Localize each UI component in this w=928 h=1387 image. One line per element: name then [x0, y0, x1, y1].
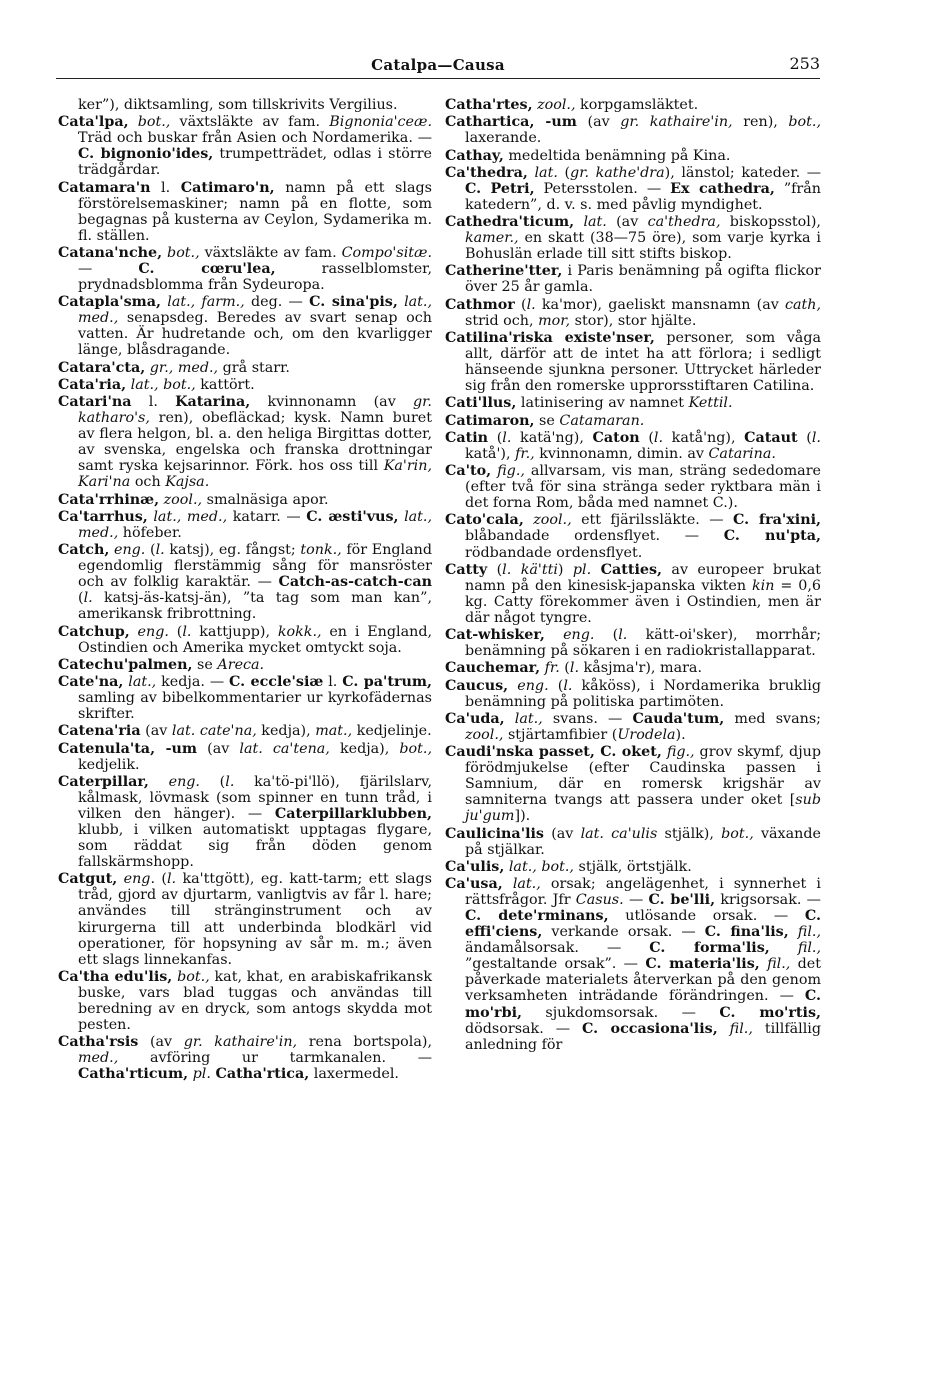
right-column — [445, 97, 821, 1054]
dictionary-entry: Catchup, eng. (l. kattjupp), kokk., en i England, Ostindien och Amerika mycket omtyckt soja. — [58, 623, 433, 656]
dictionary-entry: Cato'cala, zool., ett fjärilssläkte. — C. fra'xini, blåbandade ordensflyet. — C. nu'pta, rödbandade ordensflyet. — [445, 512, 821, 561]
dictionary-entry: Catch, eng. (l. katsj), eg. fångst; tonk., för England egendomlig flerstämmig sång för mansröster och av folklig karaktär. — Catch-as-catch-can (l. katsj-äs-katsj-än), ”ta tag som man kan”, amerikansk fribrottning. — [58, 542, 433, 623]
dictionary-entry: Cauchemar, fr. (l. kåsjma'r), mara. — [445, 660, 702, 677]
dictionary-entry: Catha'rtes, zool., korpgamsläktet. — [445, 97, 699, 113]
dictionary-entry: Ca'ulis, lat., bot., stjälk, örtstjälk. — [445, 858, 692, 875]
dictionary-entry: Cata'lpa, bot., växtsläkte av fam. Bignonia'ceæ. Träd och buskar från Asien och Nordamerika. — C. bignonio'ides, trumpetträdet, odlas i större trädgårdar. — [58, 114, 432, 179]
dictionary-entry: Ca'usa, lat., orsak; angelägenhet, i synnerhet i rättsfrågor. Jfr Casus. — C. be'lli, krigsorsak. — C. dete'rminans, utlösande orsak. — C. effi'ciens, verkande orsak. — C. fina'lis, fil., ändamålsorsak. — C. forma'lis, fil., ”gestaltande orsak”. — C. materia'lis, fil., det påverkade materialets återverkan på den genom verksamheten inträdande förändringen. — C. mo'rbi, sjukdomsorsak. — C. mo'rtis, dödsorsak. — C. occasiona'lis, fil., tillfällig anledning för — [445, 876, 822, 1053]
dictionary-entry: Ca'thedra, lat. (gr. kathe'dra), länstol; kateder. — C. Petri, Petersstolen. — Ex cathedra, ”från katedern”, d. v. s. med påvlig myndighet. — [445, 164, 822, 213]
page-number: 253 — [789, 54, 820, 73]
dictionary-entry: Ca'uda, lat., svans. — Cauda'tum, med svans; zool., stjärtamfibier (Urodela). — [445, 710, 821, 743]
dictionary-entry: Cata'ria, lat., bot., kattört. — [58, 376, 255, 393]
dictionary-entry: Catapla'sma, lat., farm., deg. — C. sina'pis, lat., med., senapsdeg. Beredes av svart senap och vatten. Är hudretande och, om den kvarligger länge, blåsdragande. — [58, 294, 432, 359]
dictionary-entry: Cata'rrhinæ, zool., smalnäsiga apor. — [58, 491, 329, 508]
dictionary-entry: Catha'rsis (av gr. kathaire'in, rena bortspola), med., avföring ur tarmkanalen. — Catha'rticum, pl. Catha'rtica, laxermedel. — [58, 1034, 432, 1083]
dictionary-entry: Catenula'ta, -um (av lat. ca'tena, kedja), bot., kedjelik. — [58, 740, 433, 773]
dictionary-entry: Cathmor (l. ka'mor), gaeliskt mansnamn (av cath, strid och, mor, stor), stor hjälte. — [445, 296, 821, 329]
dictionary-entry: Caulicina'lis (av lat. ca'ulis stjälk), bot., växande på stjälkar. — [445, 825, 821, 858]
dictionary-entry: Catimaron, se Catamaran. — [445, 412, 645, 429]
dictionary-entry: Catty (l. kä'tti) pl. Catties, av europeer brukat namn på den kinesisk-japanska vikten kin = 0,6 kg. Catty förekommer även i Ostindien, men är där något tyngre. — [445, 561, 821, 626]
dictionary-entry: Cathartica, -um (av gr. kathaire'in, ren), bot., laxerande. — [445, 114, 822, 147]
dictionary-entry: Catin (l. katä'ng), Caton (l. katå'ng), Cataut (l. katå'), fr., kvinnonamn, dimin. av Catarina. — [445, 429, 821, 462]
dictionary-entry: Caterpillar, eng. (l. ka'tö-pi'llö), fjärilslarv, kålmask, lövmask (som spinner en tunn tråd, i vilken den hänger). — Caterpillarklubben, klubb, i vilken automatiskt upptagas flygare, som räddat sig från döden genom fallskärmshopp. — [58, 773, 433, 871]
dictionary-entry: Catilina'riska existe'nser, personer, som våga allt, därför att de intet ha att förlora; i sedligt hänseende sjunkna personer. Uttrycket härleder sig från den romerske upprorsstiftaren Catilina. — [445, 329, 822, 395]
dictionary-entry: Catari'na l. Katarina, kvinnonamn (av gr. katharo's, ren), obefläckad; kysk. Namn buret av flera helgon, bl. a. den heliga Birgittas dotter, av svenska, engelska och franska drottningar samt ryska kejsarinnor. Förk. hos oss till Ka'rin, Kari'na och Kajsa. — [58, 394, 432, 491]
dictionary-entry: Catara'cta, gr., med., grå starr. — [58, 359, 290, 376]
running-head: Catalpa—Causa — [371, 56, 505, 74]
dictionary-entry: Catechu'palmen, se Areca. — [58, 656, 265, 673]
dictionary-entry: Catgut, eng. (l. ka'ttgött), eg. katt-tarm; ett slags tråd, gjord av djurtarm, vanligtvis av får l. hare; användes till stränginstrument och av kirurgerna till att underbinda blodkärl vid operationer, för hopsyning av sår m. m.; även ett slags linnekanfas. — [58, 871, 432, 968]
dictionary-entry: Caudi'nska passet, C. oket, fig., grov skymf, djup förödmjukelse (efter Caudinska passen i Samnium, där en romersk krigshär av samniterna tvangs att passera under oket [sub ju'gum]). — [445, 744, 822, 825]
dictionary-entry: Cat-whisker, eng. (l. kätt-oi'sker), morrhår; benämning på sökaren i en radiokristallapparat. — [445, 627, 822, 660]
page-header — [56, 50, 820, 79]
dictionary-entry: Catena'ria (av lat. cate'na, kedja), mat., kedjelinje. — [58, 723, 432, 740]
dictionary-entry: Cate'na, lat., kedja. — C. eccle'siæ l. C. pa'trum, samling av bibelkommentarier ur kyrkofädernas skrifter. — [58, 674, 432, 723]
dictionary-entry: Ca'to, fig., allvarsam, vis man, sträng sededomare (efter två för sina stränga seder ryktbara män i det forna Rom, båda med namnet C.). — [445, 463, 821, 512]
dictionary-entry: Cati'llus, latinisering av namnet Kettil. — [445, 395, 733, 412]
dictionary-entry: Ca'tarrhus, lat., med., katarr. — C. æsti'vus, lat., med., höfeber. — [58, 508, 433, 541]
dictionary-entry: Catana'nche, bot., växtsläkte av fam. Compo'sitæ. — C. cœru'lea, rasselblomster, prydnadsblomma från Sydeuropa. — [58, 244, 432, 294]
dictionary-entry: Catamara'n l. Catimaro'n, namn på ett slags förstörelsemaskiner; namn på en flotte, som begagnas på kusterna av Ceylon, Sydamerika m. fl. ställen. — [58, 179, 432, 244]
dictionary-entry: Catherine'tter, i Paris benämning på ogifta flickor över 25 år gamla. — [445, 263, 821, 296]
dictionary-entry: Cathedra'ticum, lat. (av ca'thedra, biskopsstol), kamer., en skatt (38—75 öre), som varje kyrka i Bohuslän erlade till sitt stifts biskop. — [445, 214, 821, 263]
dictionary-entry: Cathay, medeltida benämning på Kina. — [445, 147, 731, 164]
dictionary-entry: ker”), diktsamling, som tillskrivits Vergilius. — [78, 97, 398, 113]
dictionary-entry: Ca'tha edu'lis, bot., kat, khat, en arabiskafrikansk buske, vars blad tuggas och användas till beredning av en dryck, som antogs skydda mot pesten. — [58, 968, 432, 1033]
left-column — [58, 97, 432, 1084]
dictionary-entry: Caucus, eng. (l. kåköss), i Nordamerika bruklig benämning på politiska partimöten. — [445, 677, 822, 710]
